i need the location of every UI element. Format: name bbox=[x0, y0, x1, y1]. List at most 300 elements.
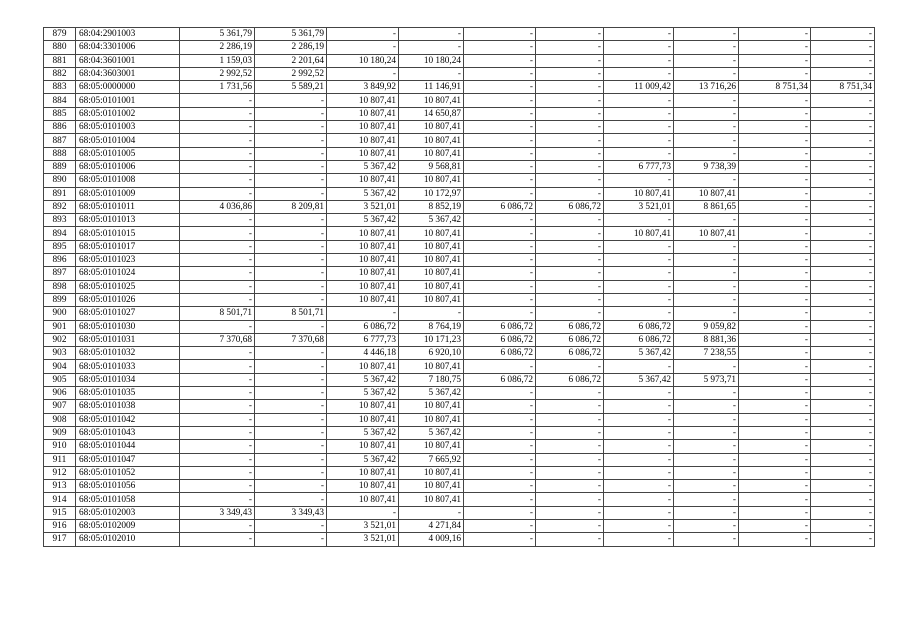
table-row bbox=[44, 41, 875, 54]
value-cell-4: 10 807,41 bbox=[399, 493, 464, 506]
value-cell-10: - bbox=[811, 333, 875, 346]
value-cell-10: - bbox=[811, 466, 875, 479]
value-cell-1: - bbox=[180, 280, 255, 293]
value-cell-5: - bbox=[464, 480, 536, 493]
value-cell-1: - bbox=[180, 214, 255, 227]
value-cell-4: 5 367,42 bbox=[399, 387, 464, 400]
value-cell-5: - bbox=[464, 453, 536, 466]
value-cell-3: 10 807,41 bbox=[327, 293, 399, 306]
value-cell-8: - bbox=[674, 493, 739, 506]
value-cell-8: - bbox=[674, 519, 739, 532]
value-cell-3: 10 807,41 bbox=[327, 400, 399, 413]
value-cell-6: - bbox=[536, 121, 604, 134]
value-cell-6: - bbox=[536, 67, 604, 80]
value-cell-8: - bbox=[674, 387, 739, 400]
row-number: 910 bbox=[44, 440, 76, 453]
value-cell-4: 10 807,41 bbox=[399, 147, 464, 160]
value-cell-7: - bbox=[604, 307, 674, 320]
value-cell-9: - bbox=[739, 160, 811, 173]
value-cell-9: - bbox=[739, 453, 811, 466]
value-cell-3: 10 807,41 bbox=[327, 466, 399, 479]
value-cell-8: - bbox=[674, 400, 739, 413]
value-cell-7: - bbox=[604, 121, 674, 134]
value-cell-5: - bbox=[464, 240, 536, 253]
table-row bbox=[44, 400, 875, 413]
value-cell-10: - bbox=[811, 373, 875, 386]
value-cell-5: - bbox=[464, 280, 536, 293]
value-cell-10: - bbox=[811, 41, 875, 54]
value-cell-10: - bbox=[811, 54, 875, 67]
value-cell-1: - bbox=[180, 134, 255, 147]
value-cell-7: - bbox=[604, 134, 674, 147]
value-cell-8: - bbox=[674, 533, 739, 546]
value-cell-2: - bbox=[255, 214, 327, 227]
table-row bbox=[44, 187, 875, 200]
value-cell-5: - bbox=[464, 187, 536, 200]
value-cell-5: - bbox=[464, 267, 536, 280]
value-cell-6: - bbox=[536, 280, 604, 293]
value-cell-9: - bbox=[739, 307, 811, 320]
cadastral-code: 68:05:0101023 bbox=[76, 254, 180, 267]
value-cell-1: 1 731,56 bbox=[180, 81, 255, 94]
row-number: 888 bbox=[44, 147, 76, 160]
cadastral-code: 68:05:0101003 bbox=[76, 121, 180, 134]
value-cell-1: - bbox=[180, 373, 255, 386]
value-cell-6: - bbox=[536, 453, 604, 466]
value-cell-7: - bbox=[604, 267, 674, 280]
value-cell-6: - bbox=[536, 293, 604, 306]
value-cell-5: - bbox=[464, 360, 536, 373]
table-row bbox=[44, 466, 875, 479]
row-number: 902 bbox=[44, 333, 76, 346]
value-cell-2: - bbox=[255, 387, 327, 400]
value-cell-6: - bbox=[536, 360, 604, 373]
value-cell-2: 2 992,52 bbox=[255, 67, 327, 80]
table-row bbox=[44, 254, 875, 267]
value-cell-9: - bbox=[739, 400, 811, 413]
value-cell-5: 6 086,72 bbox=[464, 200, 536, 213]
value-cell-6: - bbox=[536, 227, 604, 240]
value-cell-4: 10 807,41 bbox=[399, 413, 464, 426]
value-cell-10: - bbox=[811, 293, 875, 306]
value-cell-8: 13 716,26 bbox=[674, 81, 739, 94]
table-row bbox=[44, 519, 875, 532]
value-cell-6: - bbox=[536, 94, 604, 107]
value-cell-9: - bbox=[739, 94, 811, 107]
value-cell-7: 6 777,73 bbox=[604, 160, 674, 173]
value-cell-10: - bbox=[811, 160, 875, 173]
value-cell-2: - bbox=[255, 280, 327, 293]
value-cell-5: - bbox=[464, 227, 536, 240]
value-cell-2: - bbox=[255, 480, 327, 493]
table-row bbox=[44, 453, 875, 466]
value-cell-9: - bbox=[739, 387, 811, 400]
row-number: 908 bbox=[44, 413, 76, 426]
row-number: 887 bbox=[44, 134, 76, 147]
value-cell-2: - bbox=[255, 267, 327, 280]
table-row bbox=[44, 426, 875, 439]
value-cell-2: - bbox=[255, 121, 327, 134]
value-cell-4: 10 807,41 bbox=[399, 440, 464, 453]
cadastral-code: 68:05:0101058 bbox=[76, 493, 180, 506]
cadastral-code: 68:05:0101038 bbox=[76, 400, 180, 413]
value-cell-10: - bbox=[811, 94, 875, 107]
value-cell-7: - bbox=[604, 533, 674, 546]
value-cell-6: - bbox=[536, 41, 604, 54]
value-cell-3: - bbox=[327, 67, 399, 80]
value-cell-4: 5 367,42 bbox=[399, 426, 464, 439]
value-cell-3: 10 807,41 bbox=[327, 413, 399, 426]
value-cell-3: - bbox=[327, 506, 399, 519]
value-cell-10: - bbox=[811, 320, 875, 333]
value-cell-9: - bbox=[739, 54, 811, 67]
value-cell-6: - bbox=[536, 413, 604, 426]
row-number: 911 bbox=[44, 453, 76, 466]
value-cell-5: 6 086,72 bbox=[464, 373, 536, 386]
row-number: 884 bbox=[44, 94, 76, 107]
value-cell-6: - bbox=[536, 134, 604, 147]
table-row bbox=[44, 174, 875, 187]
value-cell-6: - bbox=[536, 400, 604, 413]
row-number: 897 bbox=[44, 267, 76, 280]
value-cell-8: 8 881,36 bbox=[674, 333, 739, 346]
value-cell-10: - bbox=[811, 147, 875, 160]
value-cell-2: - bbox=[255, 174, 327, 187]
value-cell-2: - bbox=[255, 413, 327, 426]
value-cell-5: - bbox=[464, 466, 536, 479]
value-cell-8: 8 861,65 bbox=[674, 200, 739, 213]
value-cell-1: - bbox=[180, 413, 255, 426]
value-cell-3: 10 807,41 bbox=[327, 227, 399, 240]
value-cell-8: 7 238,55 bbox=[674, 347, 739, 360]
value-cell-9: - bbox=[739, 360, 811, 373]
value-cell-9: - bbox=[739, 533, 811, 546]
value-cell-5: - bbox=[464, 440, 536, 453]
value-cell-5: - bbox=[464, 387, 536, 400]
value-cell-2: - bbox=[255, 400, 327, 413]
cadastral-code: 68:05:0101025 bbox=[76, 280, 180, 293]
value-cell-9: - bbox=[739, 426, 811, 439]
value-cell-8: - bbox=[674, 453, 739, 466]
value-cell-8: - bbox=[674, 293, 739, 306]
value-cell-9: - bbox=[739, 240, 811, 253]
value-cell-10: - bbox=[811, 174, 875, 187]
value-cell-1: - bbox=[180, 387, 255, 400]
value-cell-4: - bbox=[399, 67, 464, 80]
value-cell-8: 10 807,41 bbox=[674, 187, 739, 200]
value-cell-1: 5 361,79 bbox=[180, 28, 255, 41]
value-cell-10: - bbox=[811, 360, 875, 373]
cadastral-code: 68:05:0101031 bbox=[76, 333, 180, 346]
value-cell-7: 10 807,41 bbox=[604, 227, 674, 240]
value-cell-1: - bbox=[180, 533, 255, 546]
table-row bbox=[44, 200, 875, 213]
row-number: 886 bbox=[44, 121, 76, 134]
value-cell-4: 10 807,41 bbox=[399, 227, 464, 240]
value-cell-4: - bbox=[399, 41, 464, 54]
value-cell-9: - bbox=[739, 493, 811, 506]
value-cell-7: - bbox=[604, 519, 674, 532]
value-cell-1: - bbox=[180, 174, 255, 187]
value-cell-6: - bbox=[536, 214, 604, 227]
value-cell-6: - bbox=[536, 466, 604, 479]
value-cell-9: - bbox=[739, 280, 811, 293]
value-cell-5: - bbox=[464, 134, 536, 147]
value-cell-9: - bbox=[739, 200, 811, 213]
cadastral-code: 68:05:0101034 bbox=[76, 373, 180, 386]
table-body bbox=[44, 28, 875, 547]
value-cell-10: - bbox=[811, 134, 875, 147]
value-cell-4: 10 807,41 bbox=[399, 466, 464, 479]
value-cell-6: 6 086,72 bbox=[536, 373, 604, 386]
value-cell-4: 10 807,41 bbox=[399, 134, 464, 147]
value-cell-2: - bbox=[255, 147, 327, 160]
value-cell-3: 10 807,41 bbox=[327, 254, 399, 267]
value-cell-5: - bbox=[464, 426, 536, 439]
value-cell-9: - bbox=[739, 466, 811, 479]
value-cell-10: - bbox=[811, 267, 875, 280]
cadastral-code: 68:05:0101005 bbox=[76, 147, 180, 160]
value-cell-10: - bbox=[811, 67, 875, 80]
value-cell-10: - bbox=[811, 28, 875, 41]
value-cell-9: - bbox=[739, 347, 811, 360]
value-cell-4: 8 764,19 bbox=[399, 320, 464, 333]
value-cell-10: - bbox=[811, 400, 875, 413]
value-cell-10: - bbox=[811, 440, 875, 453]
value-cell-4: 10 807,41 bbox=[399, 174, 464, 187]
value-cell-1: - bbox=[180, 147, 255, 160]
value-cell-8: - bbox=[674, 466, 739, 479]
value-cell-7: - bbox=[604, 506, 674, 519]
value-cell-1: - bbox=[180, 426, 255, 439]
row-number: 905 bbox=[44, 373, 76, 386]
cadastral-code: 68:05:0101009 bbox=[76, 187, 180, 200]
value-cell-4: 10 807,41 bbox=[399, 360, 464, 373]
value-cell-9: - bbox=[739, 214, 811, 227]
value-cell-4: 7 180,75 bbox=[399, 373, 464, 386]
value-cell-3: 10 807,41 bbox=[327, 107, 399, 120]
value-cell-8: 9 738,39 bbox=[674, 160, 739, 173]
value-cell-7: - bbox=[604, 493, 674, 506]
value-cell-6: 6 086,72 bbox=[536, 333, 604, 346]
value-cell-9: - bbox=[739, 254, 811, 267]
value-cell-6: - bbox=[536, 387, 604, 400]
cadastral-code: 68:05:0102010 bbox=[76, 533, 180, 546]
value-cell-4: 10 807,41 bbox=[399, 94, 464, 107]
data-table bbox=[43, 27, 875, 547]
value-cell-5: - bbox=[464, 214, 536, 227]
row-number: 885 bbox=[44, 107, 76, 120]
value-cell-9: - bbox=[739, 67, 811, 80]
table-row bbox=[44, 347, 875, 360]
value-cell-7: - bbox=[604, 214, 674, 227]
table-row bbox=[44, 440, 875, 453]
value-cell-2: - bbox=[255, 533, 327, 546]
value-cell-3: 3 521,01 bbox=[327, 533, 399, 546]
value-cell-7: 6 086,72 bbox=[604, 333, 674, 346]
value-cell-9: 8 751,34 bbox=[739, 81, 811, 94]
cadastral-code: 68:05:0101015 bbox=[76, 227, 180, 240]
value-cell-9: - bbox=[739, 28, 811, 41]
row-number: 913 bbox=[44, 480, 76, 493]
value-cell-6: 6 086,72 bbox=[536, 320, 604, 333]
value-cell-5: - bbox=[464, 107, 536, 120]
value-cell-8: - bbox=[674, 307, 739, 320]
value-cell-6: - bbox=[536, 426, 604, 439]
value-cell-9: - bbox=[739, 267, 811, 280]
value-cell-1: 4 036,86 bbox=[180, 200, 255, 213]
row-number: 904 bbox=[44, 360, 76, 373]
cadastral-code: 68:05:0101026 bbox=[76, 293, 180, 306]
value-cell-7: - bbox=[604, 400, 674, 413]
row-number: 916 bbox=[44, 519, 76, 532]
value-cell-3: 10 807,41 bbox=[327, 480, 399, 493]
row-number: 891 bbox=[44, 187, 76, 200]
value-cell-8: - bbox=[674, 506, 739, 519]
value-cell-9: - bbox=[739, 506, 811, 519]
row-number: 894 bbox=[44, 227, 76, 240]
value-cell-2: - bbox=[255, 493, 327, 506]
cadastral-code: 68:05:0101011 bbox=[76, 200, 180, 213]
value-cell-3: 10 807,41 bbox=[327, 94, 399, 107]
value-cell-7: - bbox=[604, 174, 674, 187]
value-cell-4: 10 807,41 bbox=[399, 240, 464, 253]
value-cell-6: - bbox=[536, 107, 604, 120]
row-number: 879 bbox=[44, 28, 76, 41]
row-number: 896 bbox=[44, 254, 76, 267]
value-cell-10: - bbox=[811, 426, 875, 439]
table-row bbox=[44, 493, 875, 506]
cadastral-code: 68:05:0102003 bbox=[76, 506, 180, 519]
value-cell-9: - bbox=[739, 41, 811, 54]
row-number: 880 bbox=[44, 41, 76, 54]
table-row bbox=[44, 160, 875, 173]
value-cell-3: 6 086,72 bbox=[327, 320, 399, 333]
value-cell-7: - bbox=[604, 28, 674, 41]
value-cell-5: 6 086,72 bbox=[464, 333, 536, 346]
value-cell-1: 8 501,71 bbox=[180, 307, 255, 320]
value-cell-3: 10 807,41 bbox=[327, 280, 399, 293]
value-cell-3: 5 367,42 bbox=[327, 373, 399, 386]
value-cell-2: - bbox=[255, 187, 327, 200]
cadastral-code: 68:05:0101002 bbox=[76, 107, 180, 120]
table-row bbox=[44, 413, 875, 426]
value-cell-7: - bbox=[604, 466, 674, 479]
table-row bbox=[44, 94, 875, 107]
value-cell-7: - bbox=[604, 67, 674, 80]
table-row bbox=[44, 307, 875, 320]
table-row bbox=[44, 533, 875, 546]
value-cell-4: 11 146,91 bbox=[399, 81, 464, 94]
value-cell-10: - bbox=[811, 187, 875, 200]
table-row bbox=[44, 360, 875, 373]
value-cell-9: - bbox=[739, 187, 811, 200]
value-cell-7: 5 367,42 bbox=[604, 347, 674, 360]
value-cell-3: 10 807,41 bbox=[327, 360, 399, 373]
value-cell-2: 7 370,68 bbox=[255, 333, 327, 346]
value-cell-8: - bbox=[674, 267, 739, 280]
value-cell-8: - bbox=[674, 41, 739, 54]
table-row bbox=[44, 373, 875, 386]
value-cell-1: 7 370,68 bbox=[180, 333, 255, 346]
value-cell-8: - bbox=[674, 240, 739, 253]
value-cell-5: - bbox=[464, 493, 536, 506]
value-cell-2: - bbox=[255, 227, 327, 240]
value-cell-8: - bbox=[674, 440, 739, 453]
value-cell-4: 10 807,41 bbox=[399, 280, 464, 293]
value-cell-5: 6 086,72 bbox=[464, 347, 536, 360]
value-cell-9: - bbox=[739, 413, 811, 426]
value-cell-8: - bbox=[674, 54, 739, 67]
value-cell-5: - bbox=[464, 533, 536, 546]
cadastral-code: 68:04:3601001 bbox=[76, 54, 180, 67]
value-cell-6: - bbox=[536, 480, 604, 493]
value-cell-1: - bbox=[180, 187, 255, 200]
value-cell-7: 3 521,01 bbox=[604, 200, 674, 213]
value-cell-3: 10 807,41 bbox=[327, 267, 399, 280]
value-cell-4: 9 568,81 bbox=[399, 160, 464, 173]
value-cell-5: - bbox=[464, 67, 536, 80]
value-cell-1: 3 349,43 bbox=[180, 506, 255, 519]
value-cell-8: - bbox=[674, 254, 739, 267]
value-cell-7: - bbox=[604, 480, 674, 493]
value-cell-8: - bbox=[674, 480, 739, 493]
value-cell-6: - bbox=[536, 81, 604, 94]
row-number: 901 bbox=[44, 320, 76, 333]
value-cell-1: 2 992,52 bbox=[180, 67, 255, 80]
cadastral-code: 68:04:3301006 bbox=[76, 41, 180, 54]
value-cell-1: - bbox=[180, 400, 255, 413]
value-cell-6: - bbox=[536, 506, 604, 519]
table-row bbox=[44, 280, 875, 293]
value-cell-1: - bbox=[180, 227, 255, 240]
value-cell-7: - bbox=[604, 413, 674, 426]
table-row bbox=[44, 147, 875, 160]
value-cell-5: - bbox=[464, 174, 536, 187]
value-cell-4: 10 807,41 bbox=[399, 121, 464, 134]
value-cell-7: - bbox=[604, 387, 674, 400]
value-cell-3: - bbox=[327, 307, 399, 320]
value-cell-10: - bbox=[811, 453, 875, 466]
row-number: 907 bbox=[44, 400, 76, 413]
value-cell-7: - bbox=[604, 280, 674, 293]
value-cell-3: 5 367,42 bbox=[327, 387, 399, 400]
row-number: 895 bbox=[44, 240, 76, 253]
value-cell-3: 5 367,42 bbox=[327, 453, 399, 466]
value-cell-2: 3 349,43 bbox=[255, 506, 327, 519]
value-cell-7: 5 367,42 bbox=[604, 373, 674, 386]
value-cell-6: 6 086,72 bbox=[536, 200, 604, 213]
cadastral-code: 68:05:0101032 bbox=[76, 347, 180, 360]
value-cell-4: - bbox=[399, 506, 464, 519]
value-cell-3: 10 807,41 bbox=[327, 121, 399, 134]
value-cell-3: 5 367,42 bbox=[327, 426, 399, 439]
value-cell-8: 10 807,41 bbox=[674, 227, 739, 240]
value-cell-10: - bbox=[811, 254, 875, 267]
cadastral-code: 68:04:3603001 bbox=[76, 67, 180, 80]
value-cell-5: - bbox=[464, 506, 536, 519]
row-number: 883 bbox=[44, 81, 76, 94]
row-number: 914 bbox=[44, 493, 76, 506]
table-row bbox=[44, 28, 875, 41]
value-cell-8: - bbox=[674, 121, 739, 134]
value-cell-10: - bbox=[811, 240, 875, 253]
value-cell-1: 2 286,19 bbox=[180, 41, 255, 54]
table-row bbox=[44, 121, 875, 134]
value-cell-3: 10 807,41 bbox=[327, 240, 399, 253]
value-cell-3: 10 807,41 bbox=[327, 493, 399, 506]
value-cell-9: - bbox=[739, 440, 811, 453]
